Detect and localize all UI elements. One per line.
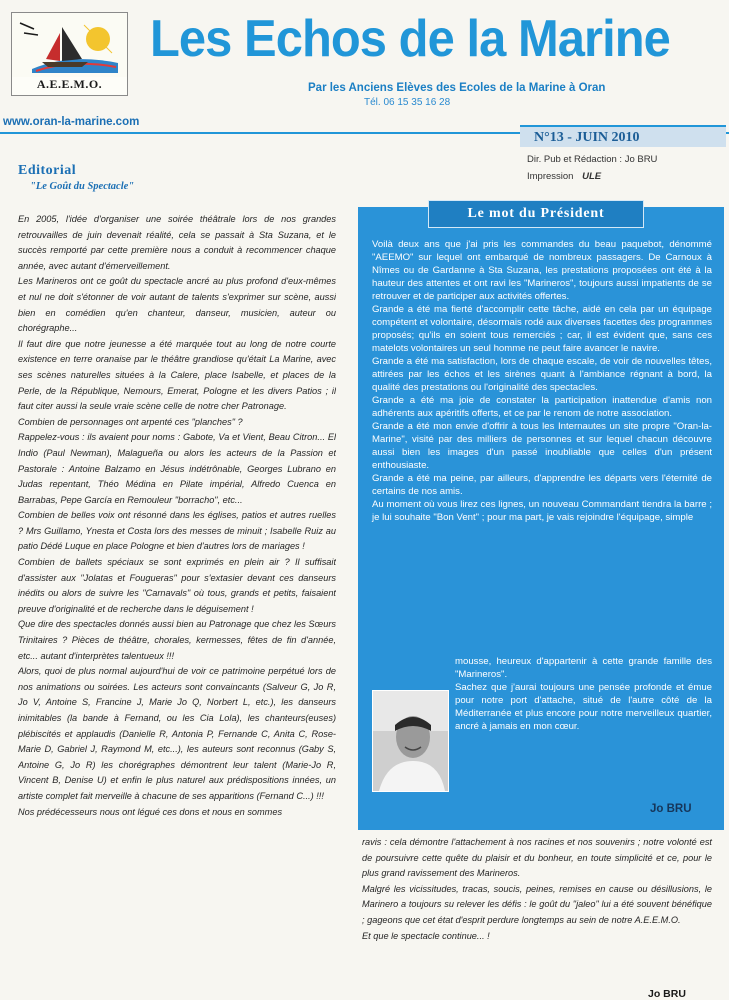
president-paragraph: Grande a été ma satisfaction, lors de chaque escale, de voir de nouvelles têtes, attirées par les échos et les sirènes quant à l'ambiance régnant à bord, la qualité des prestations ou l'originalité des spectacles. [372,356,712,393]
aeemo-logo [11,12,128,96]
president-paragraph: Grande a été mon envie d'offrir à tous les Internautes un site propre "Oran-la-Marine", visité par des milliers de personnes et sur lequel chacun découvre aussi bien les images d'un passé inoubliable que celles d'un présent enthousiaste. [372,421,712,471]
printer-logo: ULE [582,171,602,182]
president-paragraph: Sachez que j'aurai toujours une pensée profonde et émue pour notre port d'attache, situé de l'autre côté de la Méditerranée et plus encore pour notre merveilleux quartier, ancré à jamais en mon cœur. [455,682,712,732]
phone-number: Tél. 06 15 35 16 28 [364,97,451,108]
website-link[interactable]: www.oran-la-marine.com [3,116,140,128]
president-paragraph: Au moment où vous lirez ces lignes, un nouveau Commandant tiendra la barre ; je lui souhaite "Bon Vent" ; pour ma part, je vais rejoindre l'équipage, simple [372,499,712,523]
editorial-paragraph: Nos prédécesseurs nous ont légué ces dons et nous en sommes [18,806,283,817]
editorial-heading: Editorial [18,163,77,178]
portrait-icon [373,691,448,791]
editorial-paragraph: Combien de personnages ont arpenté ces "planches" ? [18,416,243,427]
logo-text: A.E.E.M.O. [36,77,103,91]
president-photo [372,690,449,792]
editorial-paragraph: Rappelez-vous : ils avaient pour noms : Gabote, Va et Vient, Beau Citron... El Indio (Paul Newman), Malagueña ou alors les acteurs de la Passion et Pastorale : Antoine Balzamo en Jésus indétrônable, Georges Lubrano en Judas repentant, Théo Médina en Pilate impérial, Alfredo Cuenca en Barrabas, Pepe García en Remouleur "borracho", etc... [18,432,336,505]
president-paragraph: Voilà deux ans que j'ai pris les commandes du beau paquebot, dénommé "AEEMO" sur lequel ont embarqué de nombreux passagers. De Carnoux à Nîmes ou de Gardanne à Sta Suzana, les prestations proposées ont été à la hauteur des attentes et ont ravi les "Marineros", toujours aussi impatients de se retrouver et de participer aux activités offertes. [372,239,712,302]
director-credit: Dir. Pub et Rédaction : Jo BRU [527,154,658,165]
president-paragraph: Grande a été ma joie de constater la participation inattendue d'amis non adhérents aux apéritifs offerts, et ce par le renom de notre association. [372,395,712,419]
editorial-paragraph: Les Marineros ont ce goût du spectacle ancré au plus profond d'eux-mêmes et nul ne doit s'étonner de voir autant de talents s'exprimer sur scène, aussi bien en comédien qu'en chanteur, danseur, musicien, auteur ou chorégraphe... [18,276,336,334]
issue-label: N°13 - JUIN 2010 [520,125,726,147]
editorial-paragraph: Combien de belles voix ont résonné dans les églises, patios et autres ruelles ? Mrs Guillamo, Ynesta et Costa lors des messes de minuit ; Isabelle Ruiz au patio Dédé Luque en place Pologne et bien d'autres lors de mariages ! [18,510,336,552]
editorial-signature: Jo BRU [648,988,686,1000]
newsletter-subtitle: Par les Anciens Elèves des Ecoles de la Marine à Oran [308,82,606,94]
editorial-paragraph: Il faut dire que notre jeunesse a été marquée tout au long de notre courte existence en terre oranaise par le théâtre grandiose qu'était La Marine, avec ses scènes naturelles situées à la Calere, place Isabelle, et places de la Perle, de la République, Nemours, Emerat, Pologne et les divers Patios ; il faut citer aussi la seule vraie scène celle de notre cher Patronage. [18,338,336,412]
editorial-body [18,212,336,1000]
newsletter-title: Les Echos de la Marine [150,10,670,68]
editorial-paragraph: En 2005, l'idée d'organiser une soirée théâtrale lors de nos grandes retrouvailles de juin devenait réalité, cela se passait à Sta Suzana, et le succès remporté par cette première nous a conduit à recommencer chaque année, avec autant d'émerveillement. [18,214,336,271]
continuation-paragraph: Et que le spectacle continue... ! [362,930,490,941]
president-signature: Jo BRU [650,803,692,815]
sailboat-logo-icon [12,13,127,77]
editorial-paragraph: Combien de ballets spéciaux se sont exprimés en plein air ? Il suffisait d'assister aux "Jolatas et Fougueras" pour s'extasier devant ces danseurs inédits ou alors de suivre les "Carnavals" où tous, grands et petits, faisaient preuve d'originalité et de recherche dans le déguisement ! [18,557,336,614]
continuation-paragraph: Malgré les vicissitudes, tracas, soucis, peines, remises en cause ou désillusions, le Marinero a toujours su relever les défis : le goût du "jaleo" lui a été souvent bénéfique ; gageons que cet état d'esprit perdure longtemps au sein de notre A.E.E.M.O. [362,883,712,925]
printing-label: Impression [527,171,574,182]
president-paragraph: mousse, heureux d'appartenir à cette grande famille des "Marineros". [455,656,712,680]
president-body-continued [455,655,712,733]
president-paragraph: Grande a été ma peine, par ailleurs, d'apprendre les départs vers l'éternité de certains de nos amis. [372,473,712,497]
president-heading: Le mot du Président [428,200,644,228]
editorial-subheading: "Le Goût du Spectacle" [30,181,135,192]
printing-credit [527,171,601,182]
president-body [372,238,712,524]
president-paragraph: Grande a été ma fierté d'accomplir cette tâche, aidé en cela par un équipage compétent et volontaire, désormais rodé aux diverses facettes des programmes proposés; qu'ils en soient tous remerciés ; car, il est évident que, sans ces matelots volontaires un seul homme ne peut faire avancer le navire. [372,304,712,354]
editorial-paragraph: Alors, quoi de plus normal aujourd'hui de voir ce patrimoine perpétué lors de nos animations ou soirées. Les acteurs sont convaincants (Salveur G, Jo R, Jo V, Antoine S, Francine J, Marie Jo Q, Norbert L, etc.), les danseurs inimitables (la bande à Fernand, ou les Cia Lola), les chanteurs(euses) plébiscités et applaudis (Danielle R, Antonia P, Fernande C, Anita C, Rose-Marie D, Gabriel J, Raymond M, etc...), les auteurs sont reconnus (Gaby S, Antoine G, Jo R) les chorégraphes démontrent leur talent (Marie-Jo R, Vincent B, Denise U) et enfin le plus naturel aux prédispositions innées, un artiste complet fait merveille à chacune de ses apparitions (Fernand C...) !!! [18,666,336,801]
editorial-continuation [362,835,712,944]
continuation-paragraph: ravis : cela démontre l'attachement à nos racines et nos souvenirs ; notre volonté est de poursuivre cette quête du plaisir et du bonheur, en toute simplicité et ce, pour le plus grand ravissement des Marineros. [362,837,712,879]
editorial-paragraph: Que dire des spectacles donnés aussi bien au Patronage que chez les Sœurs Trinitaires ? Pièces de théâtre, chorales, kermesses, fêtes de fin d'année, etc... autant d'interprètes talentueux !!! [18,619,336,661]
